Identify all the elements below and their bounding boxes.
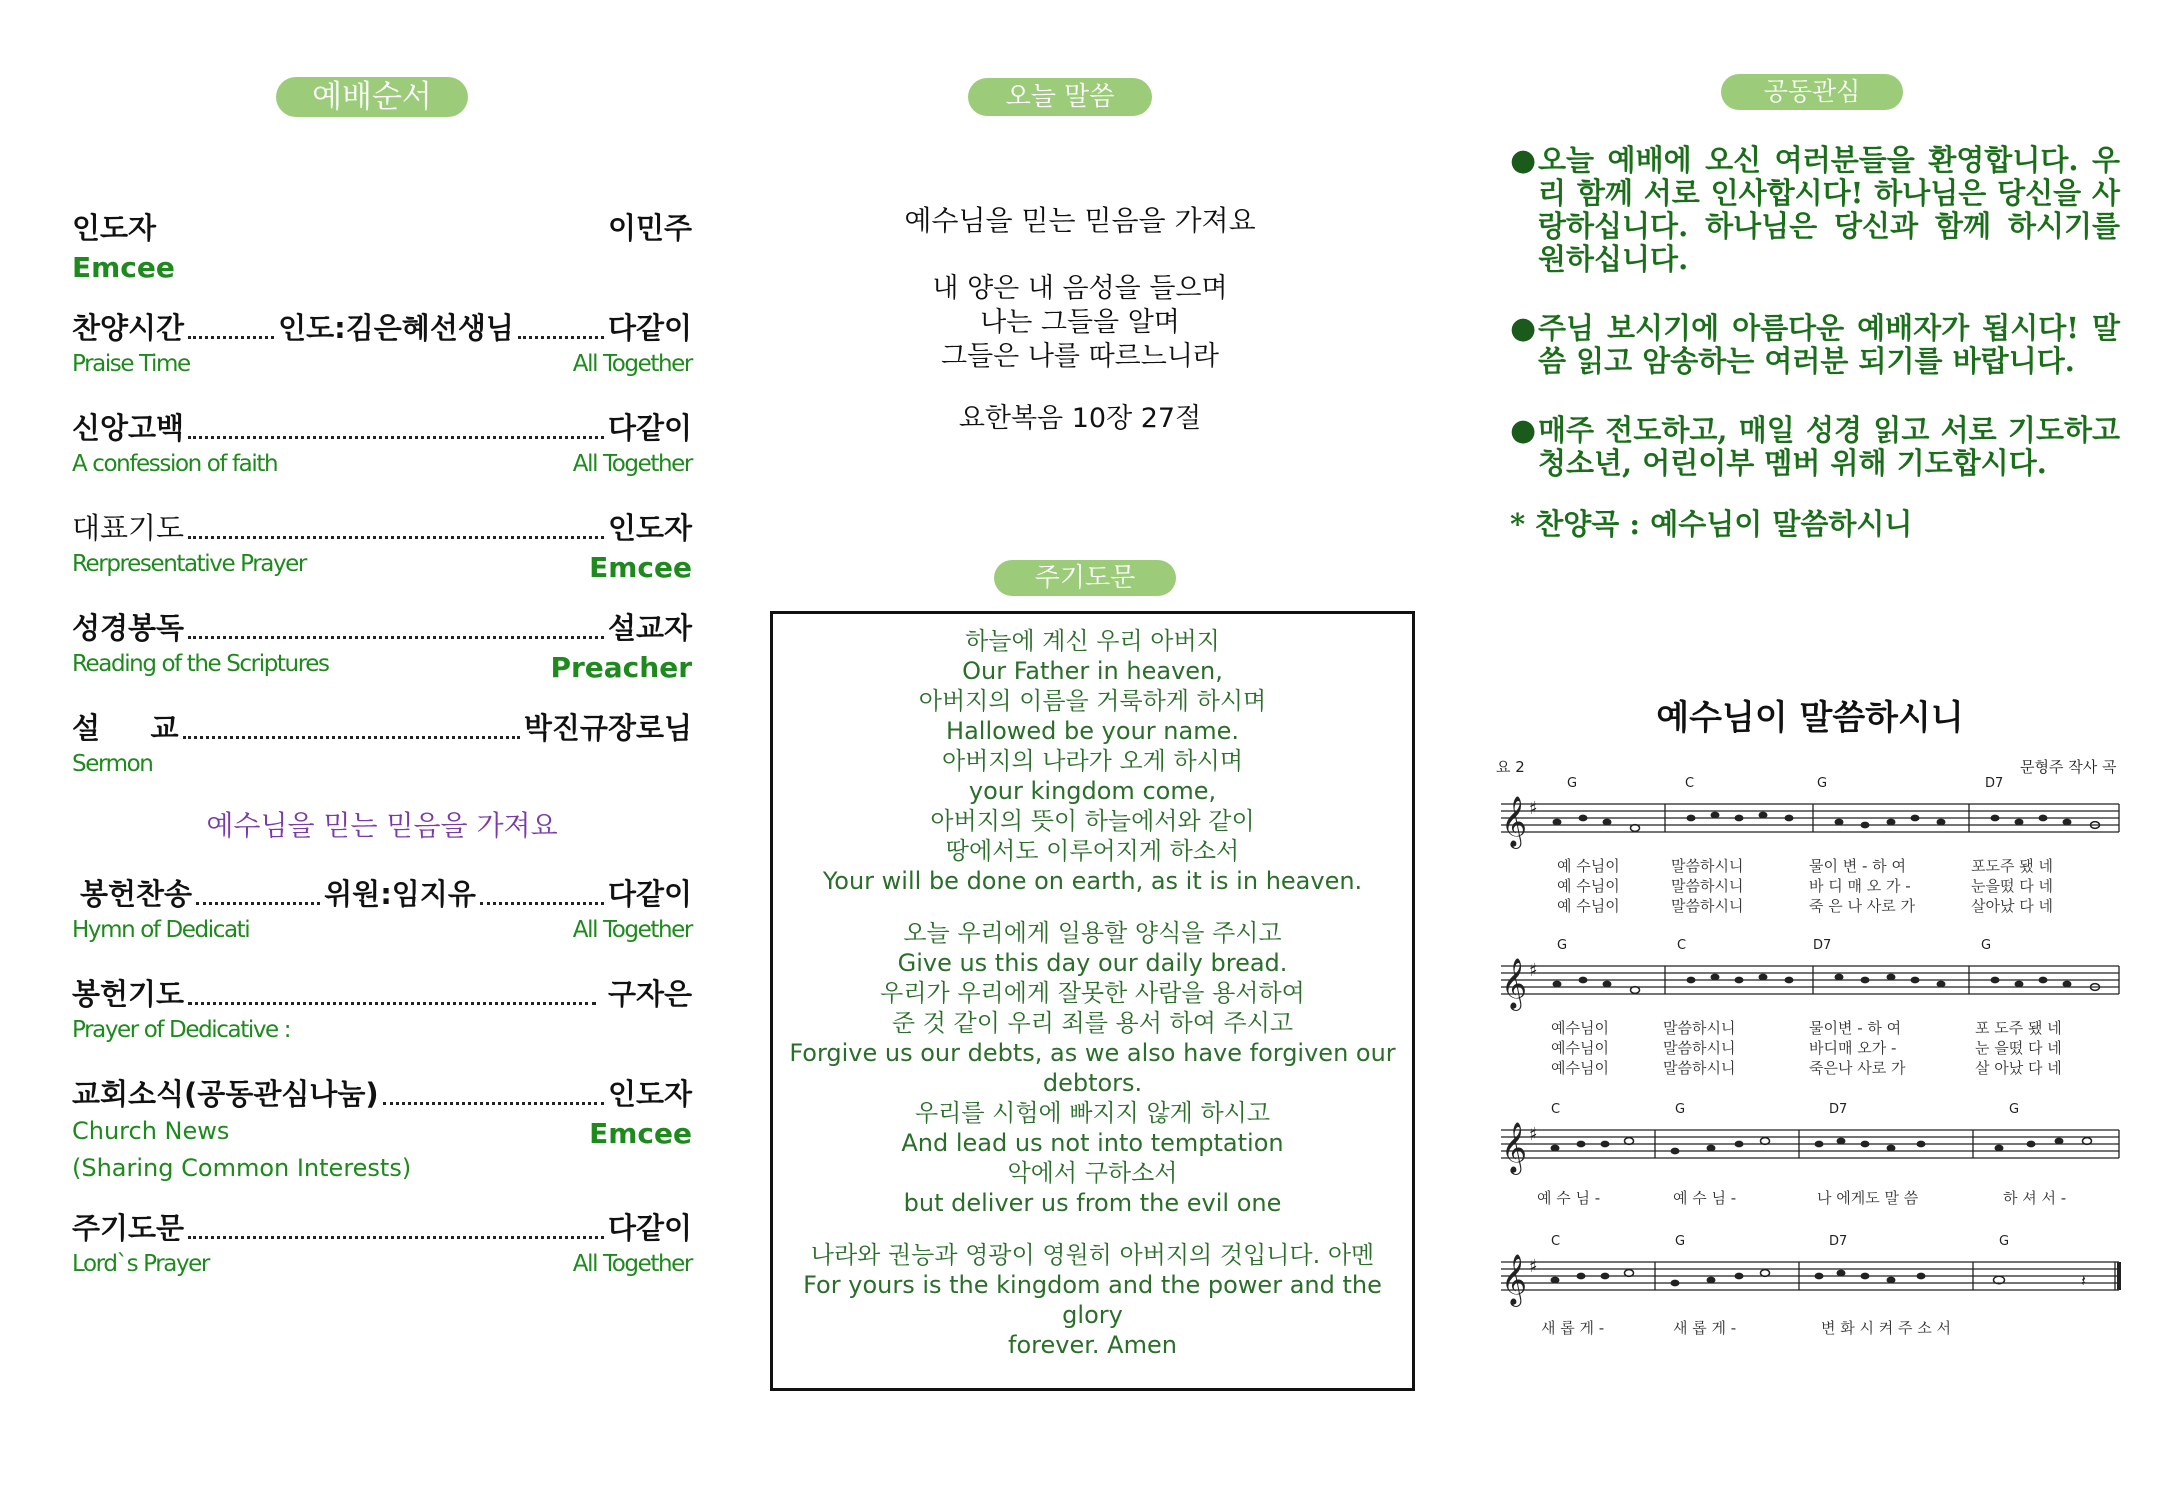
order-label: 찬양시간	[72, 311, 185, 345]
verse-line: 내 양은 내 음성을 들으며	[932, 273, 1228, 304]
svg-text:𝄽: 𝄽	[2081, 1271, 2086, 1290]
lyric: 예 수님이	[1557, 877, 1620, 895]
chord-label: C	[1677, 938, 1687, 953]
prayer-line: 준 것 같이 우리 죄를 용서 하여 주시고	[891, 1009, 1294, 1037]
verse-reference: 요한복음 10장 27절	[958, 403, 1202, 434]
bullet-icon: ●	[1510, 143, 1537, 178]
prayer-line: your kingdom come,	[968, 777, 1217, 805]
order-item-news	[72, 1072, 692, 1182]
lyric: 예 수님이	[1557, 897, 1620, 915]
order-label-en: Prayer of Dedicative :	[72, 1017, 291, 1043]
order-theme: 예수님을 믿는 믿음을 가져요	[206, 809, 558, 842]
chord-label: G	[1675, 1102, 1686, 1117]
prayer-line: Our Father in heaven,	[962, 657, 1223, 685]
chord-label: D7	[1829, 1234, 1848, 1249]
order-label: 성경봉독	[72, 611, 185, 645]
sermon-theme: 예수님을 믿는 믿음을 가져요	[904, 204, 1256, 237]
order-item-sermon	[72, 706, 692, 777]
notices-list	[1510, 144, 2120, 541]
svg-text:♯: ♯	[1529, 798, 1538, 819]
order-label-en: Emcee	[72, 251, 175, 284]
order-label-en: A confession of faith	[72, 451, 278, 477]
sermon-header: 오늘 말씀	[968, 78, 1152, 116]
order-label-en: Rerpresentative Prayer	[72, 551, 306, 577]
prayer-line: And lead us not into temptation	[901, 1129, 1284, 1157]
prayer-line: but deliver us from the evil one	[903, 1189, 1282, 1217]
lyric: 죽 은 나 사로 가	[1809, 897, 1916, 915]
leader-dots	[188, 1236, 604, 1239]
lyric: 예수님이	[1551, 1059, 1609, 1077]
order-label: 봉헌기도	[72, 977, 185, 1011]
svg-text:𝄞: 𝄞	[1501, 796, 1528, 847]
prayer-line: 아버지의 나라가 오게 하시며	[941, 747, 1244, 775]
order-item-prayer	[72, 506, 692, 584]
lyric: 바 디 매 오 가 -	[1809, 877, 1911, 895]
prayer-line: 아버지의 이름을 거룩하게 하시며	[918, 687, 1267, 715]
lyric: 예수님이	[1551, 1039, 1609, 1057]
prayer-line: Forgive us our debts, as we also have forgiven our	[789, 1039, 1396, 1067]
svg-text:𝄞: 𝄞	[1501, 1254, 1528, 1305]
chord-label: C	[1551, 1234, 1561, 1249]
order-label-en: Praise Time	[72, 351, 190, 377]
staff-2-chords	[1495, 938, 2125, 956]
lyric: 눈 을떴 다 네	[1975, 1039, 2062, 1057]
sermon-verse	[770, 272, 1390, 436]
staff-3-chords	[1495, 1102, 2125, 1120]
lyric: 살 아났 다 네	[1975, 1059, 2062, 1077]
order-leader: 인도:김은혜선생님	[278, 311, 514, 345]
lyric: 죽은나 사로 가	[1809, 1059, 1906, 1077]
svg-text:𝄞: 𝄞	[1501, 1122, 1528, 1173]
order-person: 인도자	[607, 511, 692, 545]
prayer-line: 우리를 시험에 빠지지 않게 하시고	[914, 1099, 1271, 1127]
lyric: 새 롭 게 -	[1673, 1319, 1737, 1337]
hymn-ref: 요 2	[1496, 758, 1525, 776]
order-item-offering-prayer	[72, 972, 692, 1043]
leader-dots	[480, 902, 604, 905]
chord-label: G	[2009, 1102, 2020, 1117]
notice-text: 매주 전도하고, 매일 성경 읽고 서로 기도하고 청소년, 어린이부 멤버 위해 기도합시다.	[1538, 413, 2120, 480]
order-item-lords-prayer	[72, 1206, 692, 1277]
order-person-en: All Together	[572, 917, 692, 943]
prayer-line: 아버지의 뜻이 하늘에서와 같이	[930, 807, 1255, 835]
chord-label: D7	[1985, 776, 2004, 791]
order-person: 설교자	[607, 611, 692, 645]
leader-dots	[383, 1102, 604, 1105]
order-header: 예배순서	[276, 77, 468, 117]
notice-item	[1510, 414, 2120, 480]
chord-label: G	[1567, 776, 1578, 791]
order-label: 인도자	[72, 211, 157, 245]
notice-text: 주님 보시기에 아름다운 예배자가 됩시다! 말씀 읽고 암송하는 여러분 되기를 바랍니다.	[1538, 311, 2120, 378]
hymn-title: 예수님이 말씀하시니	[1656, 698, 1964, 738]
leader-dots	[188, 336, 274, 339]
staff-4-chords	[1495, 1234, 2125, 1252]
prayer-line: 나라와 권능과 영광이 영원히 아버지의 것입니다. 아멘	[810, 1241, 1375, 1269]
order-person: 다같이	[607, 1211, 692, 1245]
order-person: 이민주	[607, 211, 692, 245]
prayer-line: forever. Amen	[1008, 1331, 1177, 1359]
lyric: 말씀하시니	[1663, 1059, 1736, 1077]
lyric: 말씀하시니	[1671, 857, 1744, 875]
bullet-icon: ●	[1510, 311, 1537, 346]
prayer-line: For yours is the kingdom and the power and the glory	[803, 1271, 1382, 1329]
chord-label: G	[1675, 1234, 1686, 1249]
chord-label: C	[1551, 1102, 1561, 1117]
order-person: 다같이	[607, 877, 692, 911]
order-label: 신앙고백	[72, 411, 185, 445]
order-item-offering-hymn	[72, 872, 692, 943]
prayer-line: Your will be done on earth, as it is in heaven.	[822, 867, 1363, 895]
order-item-scripture	[72, 606, 692, 684]
order-person: 구자은	[607, 977, 692, 1011]
lyric: 눈을떴 다 네	[1971, 877, 2053, 895]
lyric: 말씀하시니	[1663, 1039, 1736, 1057]
chord-label: G	[1999, 1234, 2010, 1249]
order-label-en: Reading of the Scriptures	[72, 651, 329, 677]
lyric: 새 롭 게 -	[1541, 1319, 1605, 1337]
bullet-icon: ●	[1510, 413, 1537, 448]
chord-label: G	[1981, 938, 1992, 953]
order-label: 설 교	[72, 711, 179, 745]
prayer-line: 오늘 우리에게 일용할 양식을 주시고	[903, 919, 1282, 947]
order-label-en: Church News	[72, 1117, 230, 1145]
prayer-line: 땅에서도 이루어지게 하소서	[945, 837, 1240, 865]
order-person: 다같이	[607, 411, 692, 445]
svg-text:𝄞: 𝄞	[1501, 958, 1528, 1009]
lyric: 살아났 다 네	[1971, 897, 2053, 915]
prayer-line: Hallowed be your name.	[946, 717, 1239, 745]
hymn-composer: 문형주 작사 곡	[2020, 758, 2117, 776]
lyric: 말씀하시니	[1671, 877, 1744, 895]
prayer-header: 주기도문	[994, 560, 1176, 596]
order-label: 주기도문	[72, 1211, 185, 1245]
lyric: 예 수 님 -	[1537, 1189, 1601, 1207]
prayer-line: 악에서 구하소서	[1007, 1159, 1178, 1187]
order-person-en: Emcee	[589, 551, 692, 584]
notice-text: 오늘 예배에 오신 여러분들을 환영합니다. 우리 함께 서로 인사합시다! 하나님은 당신을 사랑하십니다. 하나님은 당신과 함께 하시기를 원하십니다.	[1538, 143, 2120, 276]
lyric: 바디매 오가 -	[1809, 1039, 1897, 1057]
order-person-en: All Together	[572, 1251, 692, 1277]
svg-text:♯: ♯	[1529, 960, 1538, 981]
lords-prayer-box	[770, 611, 1415, 1391]
notice-item	[1510, 312, 2120, 378]
svg-text:♯: ♯	[1529, 1124, 1538, 1145]
lyric: 예 수 님 -	[1673, 1189, 1737, 1207]
notice-item	[1510, 144, 2120, 276]
verse-line: 나는 그들을 알며	[980, 307, 1180, 338]
lyric: 포 도주 됐 네	[1975, 1019, 2062, 1037]
lyric: 하 셔 서 -	[2003, 1189, 2067, 1207]
order-label-en: Hymn of Dedicati	[72, 917, 250, 943]
order-item-confession	[72, 406, 692, 477]
verse-line: 그들은 나를 따르느니라	[941, 341, 1219, 372]
svg-text:♯: ♯	[1529, 1256, 1538, 1277]
lyric: 물이 변 - 하 여	[1809, 857, 1906, 875]
order-label-en: Sermon	[72, 751, 153, 777]
notice-song: * 찬양곡 : 예수님이 말씀하시니	[1510, 507, 1913, 541]
chord-label: C	[1685, 776, 1695, 791]
lyric: 포도주 됐 네	[1971, 857, 2053, 875]
prayer-line: Give us this day our daily bread.	[897, 949, 1288, 977]
leader-dots	[188, 1002, 596, 1005]
order-person-en: All Together	[572, 451, 692, 477]
prayer-line: 하늘에 계신 우리 아버지	[965, 627, 1220, 655]
lyric: 나 에게도 말 씀	[1817, 1189, 1919, 1207]
notices-header: 공동관심	[1721, 74, 1903, 110]
order-item-praise	[72, 306, 692, 377]
staff-1-chords	[1495, 776, 2125, 794]
order-person: 다같이	[607, 311, 693, 345]
order-person-en: Preacher	[550, 651, 692, 684]
lyric: 말씀하시니	[1671, 897, 1744, 915]
lyric: 예 수님이	[1557, 857, 1620, 875]
chord-label: G	[1557, 938, 1568, 953]
chord-label: G	[1817, 776, 1828, 791]
lyric: 말씀하시니	[1663, 1019, 1736, 1037]
chord-label: D7	[1813, 938, 1832, 953]
order-label: 봉헌찬송	[80, 877, 193, 911]
order-item-emcee	[72, 206, 692, 284]
order-person: 박진규장로님	[523, 711, 692, 745]
leader-dots	[518, 336, 604, 339]
lyric: 변 화 시 켜 주 소 서	[1821, 1319, 1952, 1337]
leader-dots	[188, 436, 604, 439]
order-leader: 위원:임지유	[324, 877, 476, 911]
leader-dots	[188, 536, 604, 539]
order-label: 대표기도	[72, 511, 185, 545]
order-person-en: Emcee	[589, 1117, 692, 1150]
order-label: 교회소식(공동관심나눔)	[72, 1077, 379, 1111]
leader-dots	[188, 636, 604, 639]
leader-dots	[196, 902, 320, 905]
order-label-en: Lord`s Prayer	[72, 1251, 209, 1277]
leader-dots	[183, 736, 520, 739]
order-person-en: All Together	[572, 351, 692, 377]
order-person: 인도자	[607, 1077, 692, 1111]
prayer-line: debtors.	[1042, 1069, 1143, 1097]
lyric: 예수님이	[1551, 1019, 1609, 1037]
chord-label: D7	[1829, 1102, 1848, 1117]
order-label-en-sub: (Sharing Common Interests)	[72, 1154, 412, 1182]
lyric: 물이변 - 하 여	[1809, 1019, 1902, 1037]
prayer-line: 우리가 우리에게 잘못한 사람을 용서하여	[880, 979, 1305, 1007]
